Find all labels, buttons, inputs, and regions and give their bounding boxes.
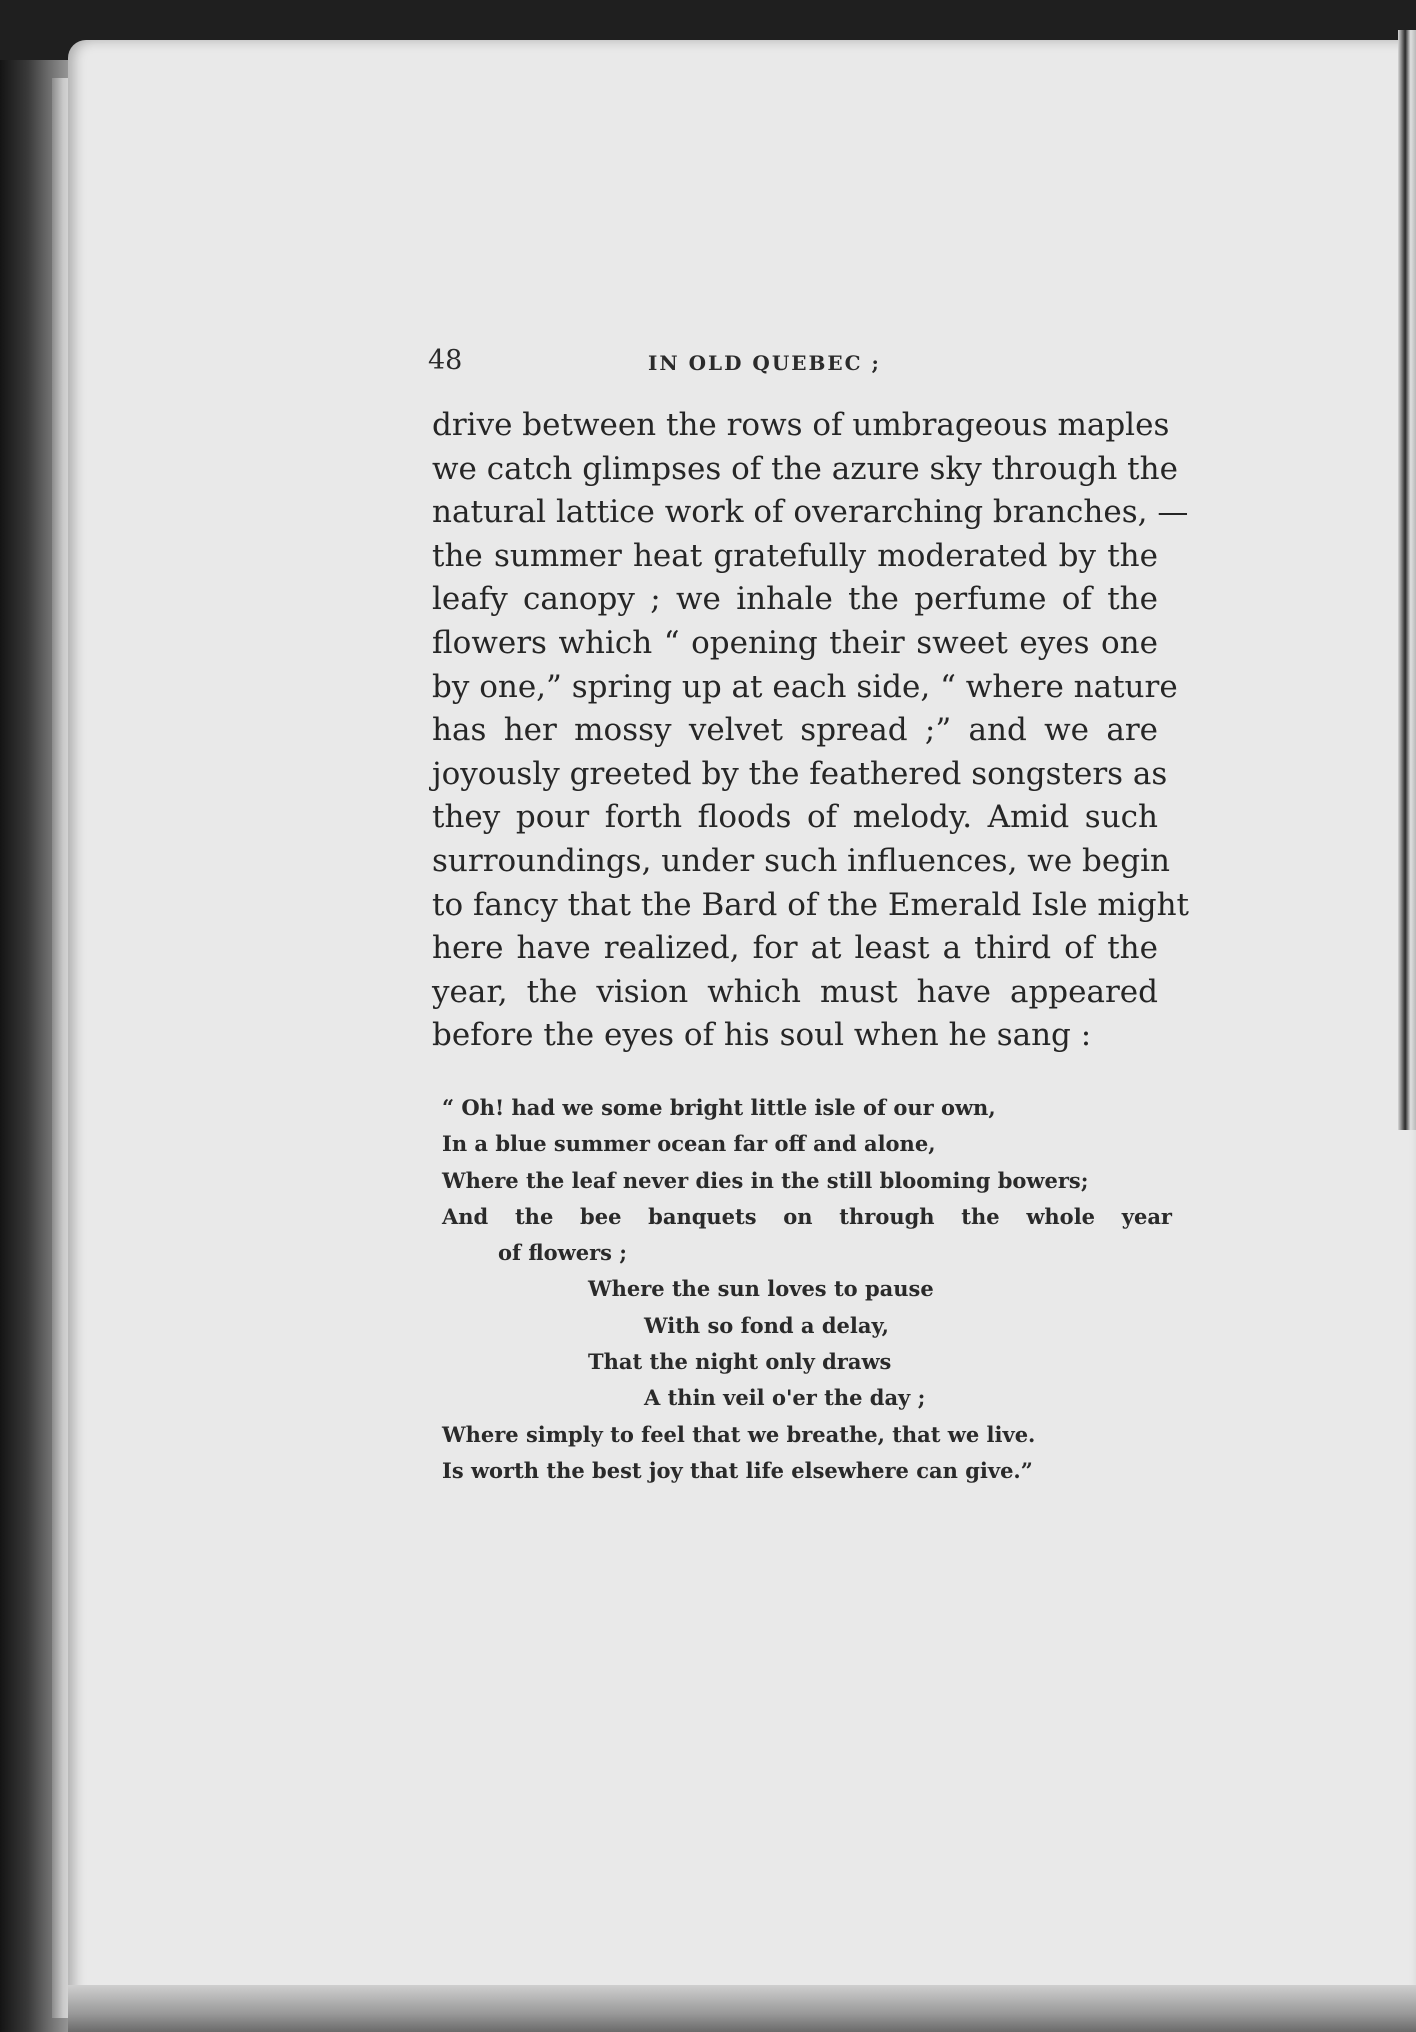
body-line: we catch glimpses of the azure sky through the bbox=[432, 450, 1178, 487]
poem-quotation bbox=[442, 1090, 1172, 1489]
poem-line: “ Oh! had we some bright little isle of our own, bbox=[442, 1095, 996, 1120]
body-line: drive between the rows of umbrageous maples bbox=[432, 407, 1170, 443]
body-line: to fancy that the Bard of the Emerald Isle might bbox=[432, 886, 1189, 923]
running-title: IN OLD QUEBEC ; bbox=[648, 351, 881, 375]
poem-line: And the bee banquets on through the whole year bbox=[442, 1203, 1172, 1229]
body-line: flowers which “ opening their sweet eyes one bbox=[432, 624, 1158, 661]
page-number: 48 bbox=[428, 345, 463, 376]
poem-line: That the night only draws bbox=[588, 1349, 892, 1375]
body-line: they pour forth floods of melody. Amid such bbox=[432, 799, 1158, 836]
body-line: before the eyes of his soul when he sang : bbox=[432, 1017, 1092, 1054]
poem-line: With so fond a delay, bbox=[644, 1312, 889, 1338]
poem-line: Where simply to feel that we breathe, that we live. bbox=[442, 1421, 1036, 1447]
body-line: year, the vision which must have appeared bbox=[432, 973, 1158, 1010]
poem-line: A thin veil o'er the day ; bbox=[644, 1385, 926, 1411]
body-line: by one,” spring up at each side, “ where nature bbox=[432, 668, 1178, 705]
body-line: here have realized, for at least a third of the bbox=[432, 930, 1158, 967]
body-line: leafy canopy ; we inhale the perfume of the bbox=[432, 581, 1158, 618]
poem-line: In a blue summer ocean far off and alone, bbox=[442, 1131, 936, 1157]
body-line: has her mossy velvet spread ;” and we are bbox=[432, 712, 1158, 749]
poem-line: Where the leaf never dies in the still blooming bowers; bbox=[442, 1167, 1089, 1193]
page-bottom-edge bbox=[68, 1985, 1416, 2032]
facing-page-edge bbox=[1398, 30, 1416, 1130]
poem-line: Is worth the best joy that life elsewhere can give.” bbox=[442, 1457, 1033, 1483]
poem-line: Where the sun loves to pause bbox=[588, 1276, 934, 1302]
body-line: surroundings, under such influences, we begin bbox=[432, 842, 1170, 879]
body-line: natural lattice work of overarching branches, — bbox=[432, 494, 1189, 531]
poem-line: of flowers ; bbox=[498, 1240, 628, 1266]
body-paragraph bbox=[432, 404, 1189, 1058]
body-line: joyously greeted by the feathered songsters as bbox=[432, 755, 1168, 792]
body-line: the summer heat gratefully moderated by the bbox=[432, 537, 1158, 574]
page-header bbox=[428, 345, 1028, 385]
